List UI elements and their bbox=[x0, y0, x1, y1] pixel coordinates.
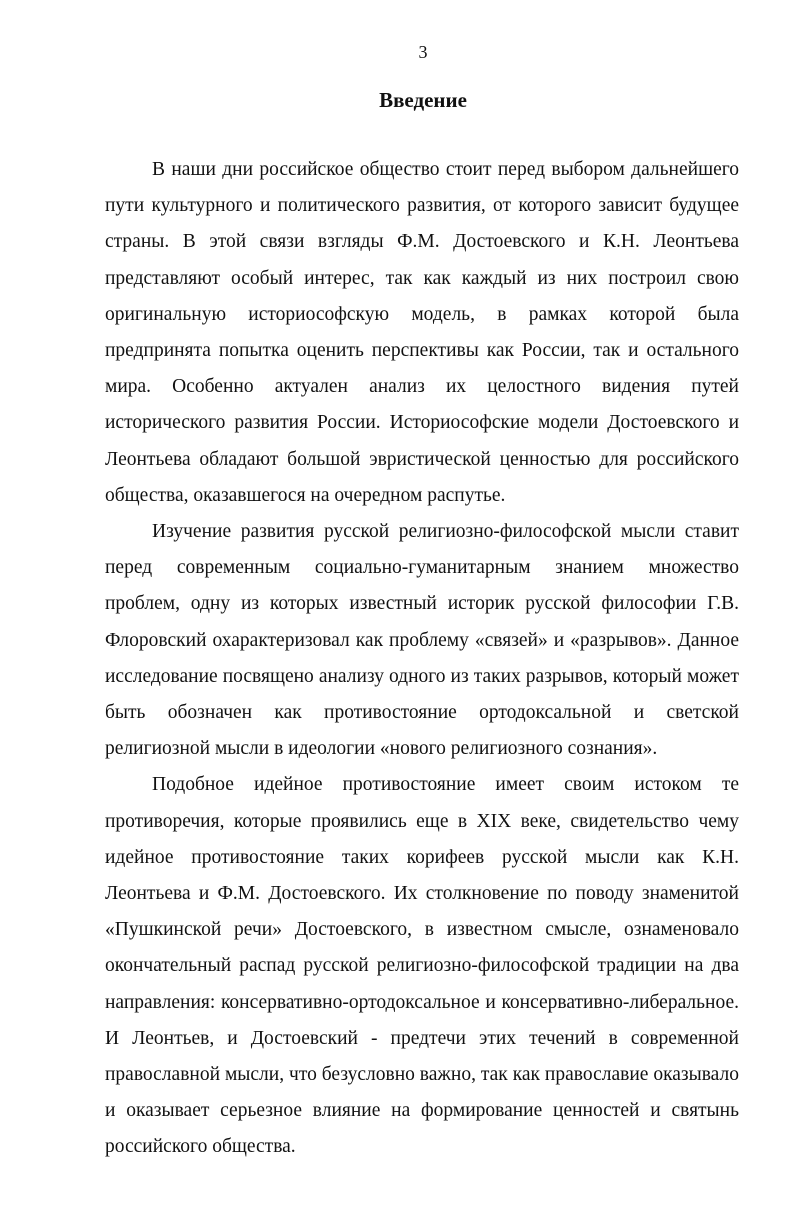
paragraph: Изучение развития русской религиозно-философской мысли ставит перед современным социально-гуманитарным знанием множество проблем, одну из которых известный историк русской философии Г.В. Флоровский охарактеризовал как проблему «связей» и «разрывов». Данное исследование посвящено анализу одного из таких разрывов, который может быть обозначен как противостояние ортодоксальной и светской религиозной мысли в идеологии «нового религиозного сознания». bbox=[105, 521, 739, 760]
paragraph: Подобное идейное противостояние имеет своим истоком те противоречия, которые проявились еще в XIX веке, свидетельство чему идейное противостояние таких корифеев русской мысли как К.Н. Леонтьева и Ф.М. Достоевского. Их столкновение по поводу знаменитой «Пушкинской речи» Достоевского, в известном смысле, ознаменовало окончательный распад русской религиозно-философской традиции на два направления: консервативно-ортодоксальное и консервативно-либеральное. И Леонтьев, и Достоевский - предтечи этих течений в современной православной мысли, что безусловно важно, так как православие оказывало и оказывает серьезное влияние на формирование ценностей и святынь российского общества. bbox=[105, 774, 739, 1158]
page-number: 3 bbox=[418, 42, 428, 62]
body-text bbox=[105, 152, 739, 1166]
page-title: Введение bbox=[379, 88, 467, 112]
paragraph: В наши дни российское общество стоит перед выбором дальнейшего пути культурного и политического развития, от которого зависит будущее страны. В этой связи взгляды Ф.М. Достоевского и К.Н. Леонтьева представляют особый интерес, так как каждый из них построил свою оригинальную историософскую модель, в рамках которой была предпринята попытка оценить перспективы как России, так и остального мира. Особенно актуален анализ их целостного видения путей исторического развития России. Историософские модели Достоевского и Леонтьева обладают большой эвристической ценностью для российского общества, оказавшегося на очередном распутье. bbox=[105, 159, 739, 506]
